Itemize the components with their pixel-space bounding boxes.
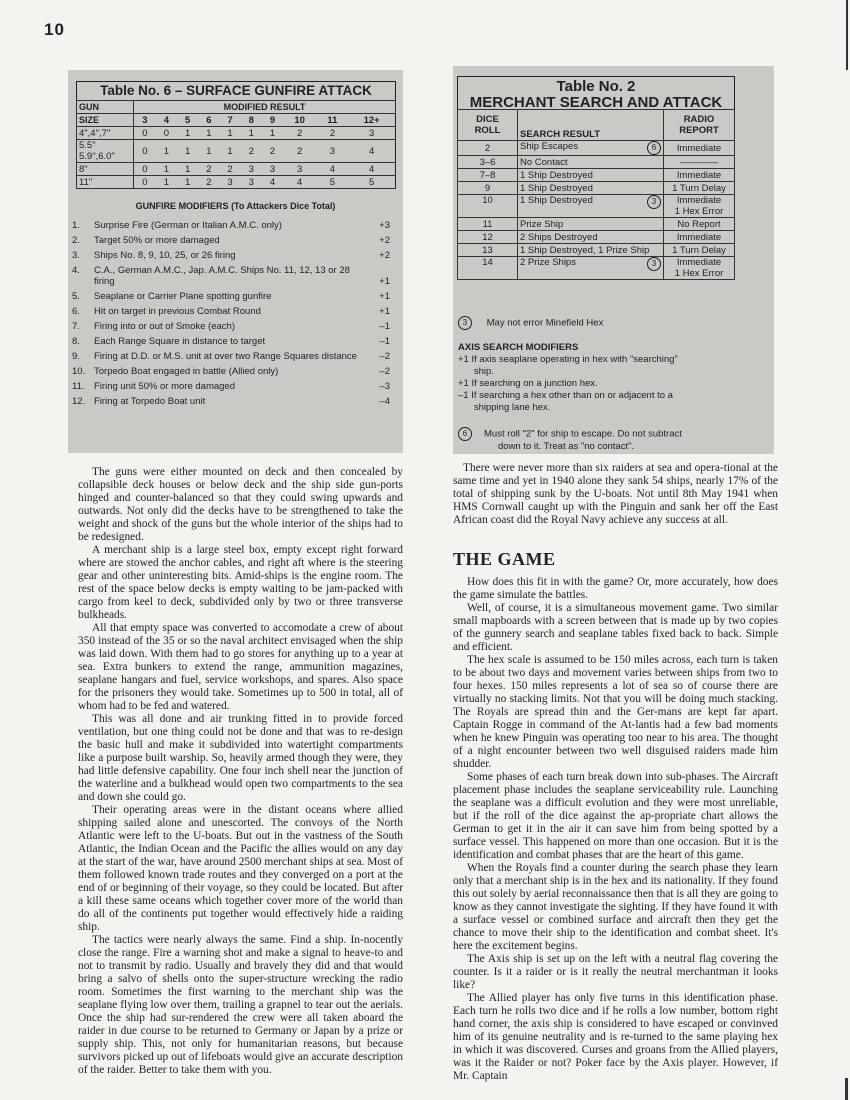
modifier-text: Torpedo Boat engaged in battle (Allied only) (94, 366, 279, 377)
gunfire-table-panel (68, 70, 403, 453)
note3-text: May not error Minefield Hex (486, 317, 604, 329)
result-cell: 3 (241, 176, 262, 189)
result-cell: 0 (134, 176, 156, 189)
dice-roll-cell: 3–6 (458, 156, 518, 169)
radio-report-cell: Immediate (664, 231, 735, 244)
search-result-cell (518, 195, 664, 218)
result-text: Ship Escapes (520, 141, 579, 152)
note-6 (458, 427, 682, 453)
table-row (458, 182, 735, 195)
table2-title (457, 76, 735, 109)
search-result-cell (518, 169, 664, 182)
modifier-value: –3 (379, 381, 390, 392)
paragraph: Well, of course, it is a simultaneous movement game. Two similar small mapboards with a screen between that is made up by two copies of the gunnery search and seaplane tables fixed back to back. Simple and efficient. (453, 602, 778, 653)
result-text: No Contact (520, 156, 568, 168)
note6-mark: 6 (458, 427, 472, 441)
page-edge-mark-bottom (845, 1078, 848, 1100)
table2-title-line1: Table No. 2 (556, 78, 636, 95)
merchant-search-table (457, 76, 735, 280)
result-cell: 2 (316, 127, 348, 140)
search-result-cell (518, 257, 664, 280)
result-text: Prize Ship (520, 218, 564, 230)
result-cell: 2 (241, 140, 262, 163)
modifier-text: Firing unit 50% or more damaged (94, 381, 235, 392)
table-row (77, 163, 396, 176)
table-row (458, 231, 735, 244)
radio-report-cell: 1 Turn Delay (664, 244, 735, 257)
table-row (458, 218, 735, 231)
modifier-item (72, 351, 390, 362)
table-row (458, 141, 735, 156)
modifier-number: 1. (72, 220, 80, 231)
result-cell: 2 (262, 140, 283, 163)
result-cell: 0 (134, 127, 156, 140)
modifier-item (72, 265, 390, 287)
size-label: SIZE (77, 114, 134, 127)
result-cell: 2 (283, 140, 316, 163)
axis-modifiers-lines (458, 354, 678, 414)
modifier-item (72, 366, 390, 377)
paragraph: When the Royals find a counter during the search phase they learn only that a merchant ship is in the hex and its nationality. If they found this out solely by aerial reconnaissance then that is all they are going to know as they cannot investigate the sighting. If they have found it with a surface vessel or combined surface and aircraft then they get the chance to move their ship to the identification and combat sheet. It's here the excitement begins. (453, 862, 778, 952)
result-cell: 0 (134, 163, 156, 176)
column-header: 12+ (348, 114, 395, 127)
modifier-item (72, 396, 390, 407)
table-row (458, 257, 735, 280)
modifier-value: +2 (379, 250, 390, 261)
paragraph: The hex scale is assumed to be 150 miles across, each turn is taken to be about two days and movement varies between ships from two to four hexes. 150 miles represents a lot of sea so of course there are virtually no stacking limits. Not that you will be doing much stacking. The Royals are spread thin and the Ger-mans are kept far apart. Captain Rogge in command of the At-lantis had a few bad moments when he knew Pinguin was operating too near to his area. The thought of a night encounter between two well disguised raiders made him shudder. (453, 654, 778, 770)
paragraph: There were never more than six raiders at sea and opera-tional at the same time and yet in 1940 alone they sank 54 ships, nearly 17% of the total of shipping sunk by the U-boats. Not until 8th May 1941 when HMS Cornwall caught up with the Pinguin and sank her off the East African coast did the Royal Navy achieve any success at all. (453, 462, 778, 526)
result-cell: 5 (316, 176, 348, 189)
paragraph: This was all done and air trunking fitted in to provide forced ventilation, but one thing could not be done and that was to re-design the basic hull and make it subdivided into watertight compartments like a purpose built warship. So, heavily armed though they were, they had little defensive capability. One four inch shell near the junction of the waterline and a bulkhead would open two compartments to the sea and down she could go. (78, 713, 403, 803)
paragraph: The Axis ship is set up on the left with a neutral flag covering the counter. Is it a raider or is it really the neutral merchantman it looks like? (453, 953, 778, 991)
result-cell: 3 (283, 163, 316, 176)
footnote-mark: 6 (647, 141, 661, 155)
paragraph: Some phases of each turn break down into sub-phases. The Aircraft placement phase includes the seaplane serviceability rule. Launching the seaplane was a difficult evolution and they were most unreliable, but if the roll of the dice against the ap-propriate chart allows the German to get it in the air it can save him from being spotted by a surface vessel. This happened on more than one occasion. But it is the identification and combat phases that are the heart of this game. (453, 771, 778, 861)
right-article-intro (453, 462, 778, 527)
result-cell: 1 (241, 127, 262, 140)
search-result-cell (518, 156, 664, 169)
axis-search-modifiers (458, 342, 678, 414)
footnote-mark: 3 (647, 257, 661, 271)
result-cell: 4 (316, 163, 348, 176)
note6-line1: Must roll "2" for ship to escape. Do not subtract (484, 428, 682, 440)
modifier-text: Target 50% or more damaged (94, 235, 220, 246)
radio-report-cell: 1 Turn Delay (664, 182, 735, 195)
column-header: 11 (316, 114, 348, 127)
modifier-text: Firing into or out of Smoke (each) (94, 321, 235, 332)
column-header: 9 (262, 114, 283, 127)
result-cell: 3 (262, 163, 283, 176)
modifier-item (72, 220, 390, 231)
modifier-item (72, 381, 390, 392)
paragraph: The guns were either mounted on deck and then concealed by collapsible deck houses or below deck and the ship side gun-ports hinged and counter-balanced so that they could swing upwards and outwards. Not only did the decks have to be strengthened to take the weight and shock of the guns but the whole interior of the ships had to be redesigned. (78, 466, 403, 543)
result-cell: 1 (262, 127, 283, 140)
dice-roll-cell: 2 (458, 141, 518, 156)
gun-size-cell: 5.5" 5.9",6.0" (77, 140, 134, 163)
table2-grid (457, 109, 735, 280)
result-cell: 5 (348, 176, 395, 189)
radio-report-header: RADIO REPORT (664, 110, 735, 141)
column-header: 3 (134, 114, 156, 127)
table-row (458, 195, 735, 218)
column-header: 5 (177, 114, 198, 127)
result-cell: 3 (316, 140, 348, 163)
result-cell: 1 (219, 140, 240, 163)
modifier-number: 3. (72, 250, 80, 261)
result-cell: 2 (198, 176, 219, 189)
paragraph: The Allied player has only five turns in this identification phase. Each turn he rolls two dice and if he rolls a low number, bottom right hand corner, the axis ship is considered to have escaped or convinved him of its genuine neutrality and is re-turned to the same playing hex in which it was discovered. Curses and groans from the Allied players, was it the Raider or not? Poker face by the Axis player. However, if Mr. Captain (453, 992, 778, 1082)
axis-modifier-line: +1 If axis seaplane operating in hex with "searching" (458, 354, 678, 365)
modified-result-label: MODIFIED RESULT (134, 101, 396, 114)
paragraph: The tactics were nearly always the same. Find a ship. In-nocently close the range. Fire a warning shot and make a signal to heave-to and not to transmit by radio. Usually and bravely they did and that would bring a salvo of shells onto the super-structure wrecking the radio room. Sometimes the first warning to the merchant ship was the seaplane flying low over them, trailing a grapnel to tear out the aerials. Once the ship had sur-rendered the crew were all taken aboard the raider in due course to be returned to Germany or Japan by a prize or supply ship. This, not only for humanitarian reasons, but because survivors picked up out of lifeboats would give an accurate description of the raider. Better to take them with you. (78, 934, 403, 1076)
column-header: 10 (283, 114, 316, 127)
table-row (77, 176, 396, 189)
search-result-cell (518, 218, 664, 231)
modifier-number: 12. (72, 396, 86, 407)
result-cell: 1 (156, 140, 177, 163)
result-cell: 3 (348, 127, 395, 140)
result-cell: 0 (134, 140, 156, 163)
dice-roll-cell: 14 (458, 257, 518, 280)
table2-title-line2: MERCHANT SEARCH AND ATTACK (469, 94, 723, 111)
modifier-text: Hit on target in previous Combat Round (94, 306, 261, 317)
result-cell: 4 (348, 163, 395, 176)
column-header: 6 (198, 114, 219, 127)
column-header: 8 (241, 114, 262, 127)
page-number: 10 (44, 20, 65, 39)
table6-title: Table No. 6 – SURFACE GUNFIRE ATTACK (76, 81, 396, 100)
axis-modifier-line: –1 If searching a hex other than on or adjacent to a (458, 390, 673, 401)
gun-size-cell: 4",4",7" (77, 127, 134, 140)
search-result-cell (518, 231, 664, 244)
note-3 (458, 316, 603, 330)
modifier-value: +1 (379, 276, 390, 287)
radio-report-cell: Immediate (664, 169, 735, 182)
axis-modifier-line: ship. (458, 366, 494, 377)
dice-roll-cell: 9 (458, 182, 518, 195)
gunfire-modifiers-title: GUNFIRE MODIFIERS (To Attackers Dice Total) (135, 201, 336, 211)
table6-grid (76, 100, 396, 189)
modifier-item (72, 336, 390, 347)
result-text: 1 Ship Destroyed (520, 195, 593, 206)
paragraph: A merchant ship is a large steel box, empty except right forward where are stowed the anchor cables, and right aft where is the steering gear and other uninteresting bits. Amid-ships is the engine room. The rest of the space below decks is empty waiting to be jam-packed with cargo from keel to deck, subdivided only by two or three transverse bulkheads. (78, 544, 403, 621)
result-cell: 1 (156, 163, 177, 176)
radio-report-cell: Immediate 1 Hex Error (664, 257, 735, 280)
gunfire-modifiers-list (72, 220, 390, 411)
search-result-cell (518, 182, 664, 195)
table-row (77, 140, 396, 163)
modifier-number: 8. (72, 336, 80, 347)
result-cell: 1 (177, 127, 198, 140)
result-cell: 2 (219, 163, 240, 176)
result-cell: 2 (198, 163, 219, 176)
dice-roll-cell: 10 (458, 195, 518, 218)
dice-roll-header: DICE ROLL (458, 110, 518, 141)
note3-mark: 3 (458, 316, 472, 330)
result-text: 1 Ship Destroyed (520, 182, 593, 194)
radio-report-cell: ———— (664, 156, 735, 169)
modifier-number: 2. (72, 235, 80, 246)
result-cell: 3 (241, 163, 262, 176)
modifier-value: –1 (379, 336, 390, 347)
modifier-text: Firing at D.D. or M.S. unit at over two Range Squares distance (94, 351, 357, 362)
result-cell: 1 (156, 176, 177, 189)
search-result-cell (518, 141, 664, 156)
paragraph: How does this fit in with the game? Or, more accurately, how does the game simulate the battles. (453, 576, 778, 601)
modifier-item (72, 250, 390, 261)
radio-report-cell: Immediate 1 Hex Error (664, 195, 735, 218)
modifier-value: –1 (379, 321, 390, 332)
column-header: 7 (219, 114, 240, 127)
dice-roll-cell: 12 (458, 231, 518, 244)
result-cell: 1 (177, 140, 198, 163)
axis-modifiers-title: AXIS SEARCH MODIFIERS (458, 342, 579, 353)
modifier-item (72, 321, 390, 332)
modifier-text: Each Range Square in distance to target (94, 336, 266, 347)
modifier-number: 9. (72, 351, 80, 362)
result-text: 1 Ship Destroyed, 1 Prize Ship (520, 244, 650, 256)
radio-report-cell: No Report (664, 218, 735, 231)
left-article-column (78, 466, 403, 1077)
result-cell: 1 (198, 127, 219, 140)
modifier-value: +1 (379, 306, 390, 317)
gun-size-cell: 11" (77, 176, 134, 189)
section-heading-the-game: THE GAME (453, 549, 556, 569)
result-cell: 1 (219, 127, 240, 140)
modifier-number: 10. (72, 366, 86, 377)
modifier-value: –4 (379, 396, 390, 407)
modifier-item (72, 306, 390, 317)
surface-gunfire-table (76, 81, 396, 189)
result-cell: 1 (198, 140, 219, 163)
modifier-text: Firing at Torpedo Boat unit (94, 396, 206, 407)
modifier-number: 4. (72, 265, 80, 276)
modifier-value: +2 (379, 235, 390, 246)
table-row (458, 169, 735, 182)
result-cell: 4 (348, 140, 395, 163)
result-cell: 1 (177, 163, 198, 176)
result-cell: 1 (177, 176, 198, 189)
modifier-item (72, 291, 390, 302)
note6-line2: down to it. Treat as "no contact". (498, 441, 635, 452)
dice-roll-cell: 11 (458, 218, 518, 231)
result-text: 1 Ship Destroyed (520, 169, 593, 181)
modifier-number: 5. (72, 291, 80, 302)
result-cell: 4 (283, 176, 316, 189)
search-result-header: SEARCH RESULT (518, 110, 664, 141)
table-row (458, 244, 735, 257)
axis-modifier-line: shipping lane hex. (458, 402, 551, 413)
paragraph: Their operating areas were in the distant oceans where allied shipping sailed alone and unescorted. The convoys of the North Atlantic were left to the U-boats. But out in the vastness of the South Atlantic, the Indian Ocean and the Pacific the allies would on any day at the start of the war, have around 2500 merchant ships at sea. Most of them followed known trade routes and they converged on a port at the end of or beginning of their voyage, so they could be located. But after a kill these same oceans which together cover more of the world than do all of the continents put together would effectively hide a raiding ship. (78, 804, 403, 933)
footnote-mark: 3 (647, 195, 661, 209)
modifier-text: Ships No. 8, 9, 10, 25, or 26 firing (94, 250, 236, 261)
column-header: 4 (156, 114, 177, 127)
merchant-search-panel (453, 66, 774, 454)
result-cell: 3 (219, 176, 240, 189)
gun-label: GUN (77, 101, 134, 114)
modifier-value: –2 (379, 351, 390, 362)
gun-size-cell: 8" (77, 163, 134, 176)
search-result-cell (518, 244, 664, 257)
result-text: 2 Prize Ships (520, 257, 576, 268)
modifier-number: 11. (72, 381, 85, 392)
result-cell: 4 (262, 176, 283, 189)
table-row (458, 156, 735, 169)
modifier-value: –2 (379, 366, 390, 377)
axis-modifier-line: +1 If searching on a junction hex. (458, 378, 598, 389)
modifier-number: 7. (72, 321, 80, 332)
table-row (77, 127, 396, 140)
modifier-text: C.A., German A.M.C., Jap. A.M.C. Ships No. 11, 12, 13 or 28 firing (94, 265, 350, 287)
result-cell: 2 (283, 127, 316, 140)
page-edge-mark (846, 0, 848, 70)
result-cell: 0 (156, 127, 177, 140)
modifier-text: Seaplane or Carrier Plane spotting gunfire (94, 291, 272, 302)
result-text: 2 Ships Destroyed (520, 231, 598, 243)
modifier-value: +3 (379, 220, 390, 231)
modifier-number: 6. (72, 306, 80, 317)
modifier-value: +1 (379, 291, 390, 302)
dice-roll-cell: 7–8 (458, 169, 518, 182)
radio-report-cell: Immediate (664, 141, 735, 156)
dice-roll-cell: 13 (458, 244, 518, 257)
modifier-text: Surprise Fire (German or Italian A.M.C. only) (94, 220, 282, 231)
modifier-item (72, 235, 390, 246)
paragraph: All that empty space was converted to accomodate a crew of about 350 instead of the 35 or so the naval architect envisaged when the ship was laid down. With them had to go stores for anything up to a year at sea. Extra bunkers to extend the range, ammunition magazines, seaplane hangars and fuel, service workshops, and spares. Also space for the prisoners they would take. Sometimes up to 500 in total, all of whom had to be fed and watered. (78, 622, 403, 712)
right-article-column (453, 576, 778, 1083)
